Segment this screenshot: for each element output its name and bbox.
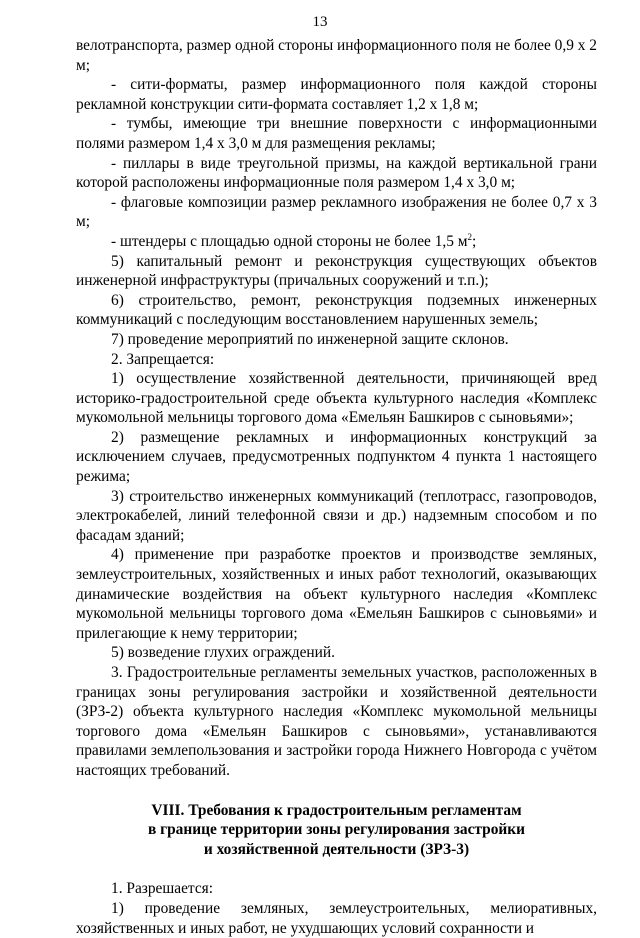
paragraph: 7) проведение мероприятий по инженерной защите склонов. [111, 330, 509, 348]
stand-tail: ; [472, 232, 477, 250]
page-number: 13 [312, 14, 328, 30]
paragraph: 5) возведение глухих ограждений. [111, 644, 335, 662]
paragraph: 1) проведение земляных, землеустроительных, мелиоративных, хозяйственных и иных работ, не ухудшающих условий сохранности и [76, 899, 597, 937]
paragraph: велотранспорта, размер одной стороны информационного поля не более 0,9 х 2 м; [76, 37, 597, 74]
paragraph-stand [76, 232, 597, 252]
paragraph: - флаговые композиции размер рекламного изображения не более 0,7 х 3 м; [76, 193, 597, 231]
heading-line: в границе территории зоны регулирования застройки [147, 821, 526, 839]
heading-line: VIII. Требования к градостроительным регламентам [151, 801, 522, 819]
paragraph: 1. Разрешается: [111, 880, 214, 898]
heading-line: и хозяйственной деятельности (ЗРЗ-3) [203, 840, 470, 858]
stand-text: - штендеры с площадью одной стороны не более 1,5 м [111, 232, 468, 250]
paragraph: 3) строительство инженерных коммуникаций (теплотрасс, газопроводов, электрокабелей, линий телефонной связи и др.) надземным способом и по фасадам зданий; [76, 487, 597, 544]
paragraph: 1) осуществление хозяйственной деятельности, причиняющей вред историко-градостроительной среде объекта культурного наследия «Комплекс мукомольной мельницы торгового дома «Емельян Башкиров с сыновьями»; [76, 370, 597, 427]
paragraph: 2) размещение рекламных и информационных конструкций за исключением случаев, предусмотренных подпунктом 4 пункта 1 настоящего режима; [76, 428, 597, 486]
superscript: 2 [467, 231, 473, 242]
paragraph: - пиллары в виде треугольной призмы, на каждой вертикальной грани которой расположены информационные поля размером 1,4 х 3,0 м; [76, 154, 597, 192]
paragraph: 4) применение при разработке проектов и производстве земляных, землеустроительных, хозяйственных и иных работ технологий, оказывающих динамические воздействия на объект культурного наследия «Комплекс мукомольной мельницы торгового дома «Емельян Башкиров с сыновьями» и прилегающие к нему территории; [76, 546, 597, 642]
paragraph: 2. Запрещается: [111, 350, 215, 368]
paragraph: - сити-форматы, размер информационного поля каждой стороны рекламной конструкции сити-формата составляет 1,2 х 1,8 м; [76, 76, 597, 113]
section-heading [76, 801, 597, 860]
document-body [76, 36, 597, 938]
paragraph: 3. Градостроительные регламенты земельных участков, расположенных в границах зоны регулирования застройки и хозяйственной деятельности (ЗРЗ-2) объекта культурного наследия «Комплекс мукомольной мельницы торгового дома «Емельян Башкиров с сыновьями», устанавливаются правилами землепользования и застройки города Нижнего Новгорода с учётом настоящих требований. [76, 664, 597, 779]
paragraph: 5) капитальный ремонт и реконструкция существующих объектов инженерной инфраструктуры (причальных сооружений и т.п.); [76, 252, 597, 290]
paragraph: 6) строительство, ремонт, реконструкция подземных инженерных коммуникаций с последующим восстановлением нарушенных земель; [76, 291, 597, 329]
paragraph: - тумбы, имеющие три внешние поверхности с информационными полями размером 1,4 х 3,0 м для размещения рекламы; [76, 115, 597, 152]
